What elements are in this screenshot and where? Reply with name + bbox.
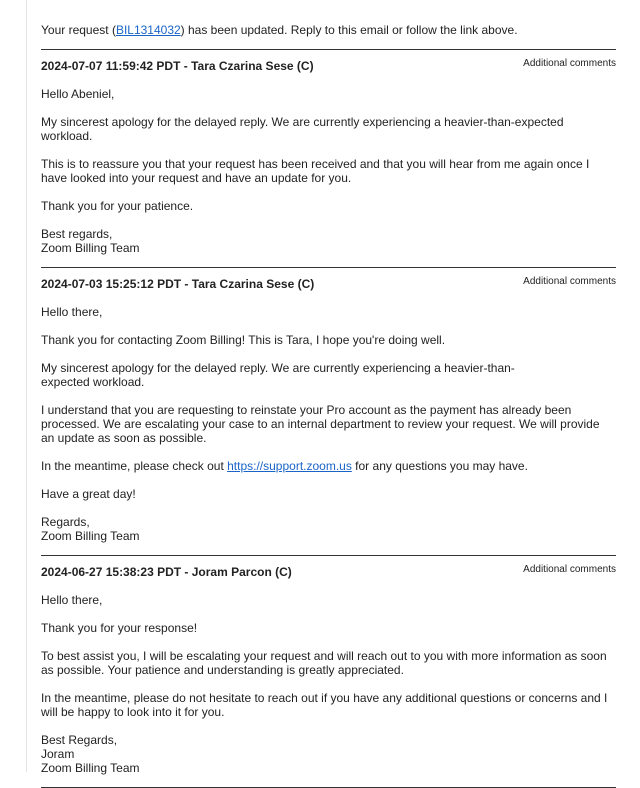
comment-paragraph [41,621,616,635]
comment-paragraph [41,487,616,501]
comment-title: 2024-07-07 11:59:42 PDT - Tara Czarina Sese (C) [41,59,314,73]
text-line: have looked into your request and have an update for you. [41,171,352,185]
text-line: processed. We are escalating your case to an internal department to review your request. We will provide [41,417,600,431]
text-line: Hello Abeniel, [41,87,115,101]
text-line: To best assist you, I will be escalating your request and will reach out to you with more information as soon [41,649,607,663]
comment-type-label: Additional comments [523,276,616,287]
text-line: Hello there, [41,593,103,607]
text-line: I understand that you are requesting to reinstate your Pro account as the payment has already been [41,403,572,417]
text-line: My sincerest apology for the delayed reply. We are currently experiencing a heavier-than-expected [41,115,564,129]
text-fragment: for any questions you may have. [351,459,528,473]
update-notice [41,23,616,37]
text-line: My sincerest apology for the delayed reply. We are currently experiencing a heavier-than- [41,361,515,375]
text-line: Zoom Billing Team [41,241,140,255]
text-line: an update as soon as possible. [41,431,207,445]
text-fragment: In the meantime, please check out [41,459,228,473]
comment-greeting [41,87,616,101]
comment-signature [41,227,616,255]
text-line: Have a great day! [41,487,136,501]
request-id-link[interactable]: BIL1314032 [115,23,181,37]
text-line: Thank you for your patience. [41,199,194,213]
comment-greeting [41,593,616,607]
text-line: as possible. Your patience and understanding is greatly appreciated. [41,663,404,677]
update-notice-text-before: Your request ( [41,23,116,37]
comment-paragraph [41,361,616,389]
comment-title: 2024-06-27 15:38:23 PDT - Joram Parcon (C) [41,565,292,579]
comment-signature [41,733,616,775]
comment-paragraph [41,459,616,473]
text-line: Best Regards, [41,733,118,747]
text-line: Zoom Billing Team [41,529,140,543]
text-line: Best regards, [41,227,113,241]
text-line: workload. [41,129,93,143]
text-line: In the meantime, please do not hesitate to reach out if you have any additional questions or concerns and I [41,691,608,705]
comment-header [41,59,616,73]
comment-paragraph [41,199,616,213]
comment-paragraph [41,333,616,347]
email-body [41,0,616,788]
support-site-link[interactable]: https://support.zoom.us [227,459,352,473]
comment-paragraph [41,691,616,719]
text-line: Zoom Billing Team [41,761,140,775]
text-line: Regards, [41,515,90,529]
text-line: will be happy to look into it for you. [41,705,225,719]
text-line: expected workload. [41,375,145,389]
text-line: Joram [41,747,75,761]
comment-paragraph [41,157,616,185]
text-line: This is to reassure you that your request has been received and that you will hear from me again once I [41,157,590,171]
text-line: Thank you for contacting Zoom Billing! This is Tara, I hope you're doing well. [41,333,446,347]
comment-header [41,565,616,579]
comment-paragraph [41,403,616,445]
text-line: Thank you for your response! [41,621,198,635]
comment-entry [41,49,616,255]
comment-greeting [41,305,616,319]
comment-signature [41,515,616,543]
update-notice-text-after: ) has been updated. Reply to this email or follow the link above. [180,23,518,37]
comment-header [41,277,616,291]
text-line: Hello there, [41,305,103,319]
comment-title: 2024-07-03 15:25:12 PDT - Tara Czarina Sese (C) [41,277,315,291]
comment-paragraph [41,649,616,677]
comment-entry [41,267,616,543]
email-frame [26,0,640,775]
comment-paragraph [41,115,616,143]
comment-entry [41,555,616,775]
comment-type-label: Additional comments [523,58,616,69]
comment-type-label: Additional comments [523,564,616,575]
